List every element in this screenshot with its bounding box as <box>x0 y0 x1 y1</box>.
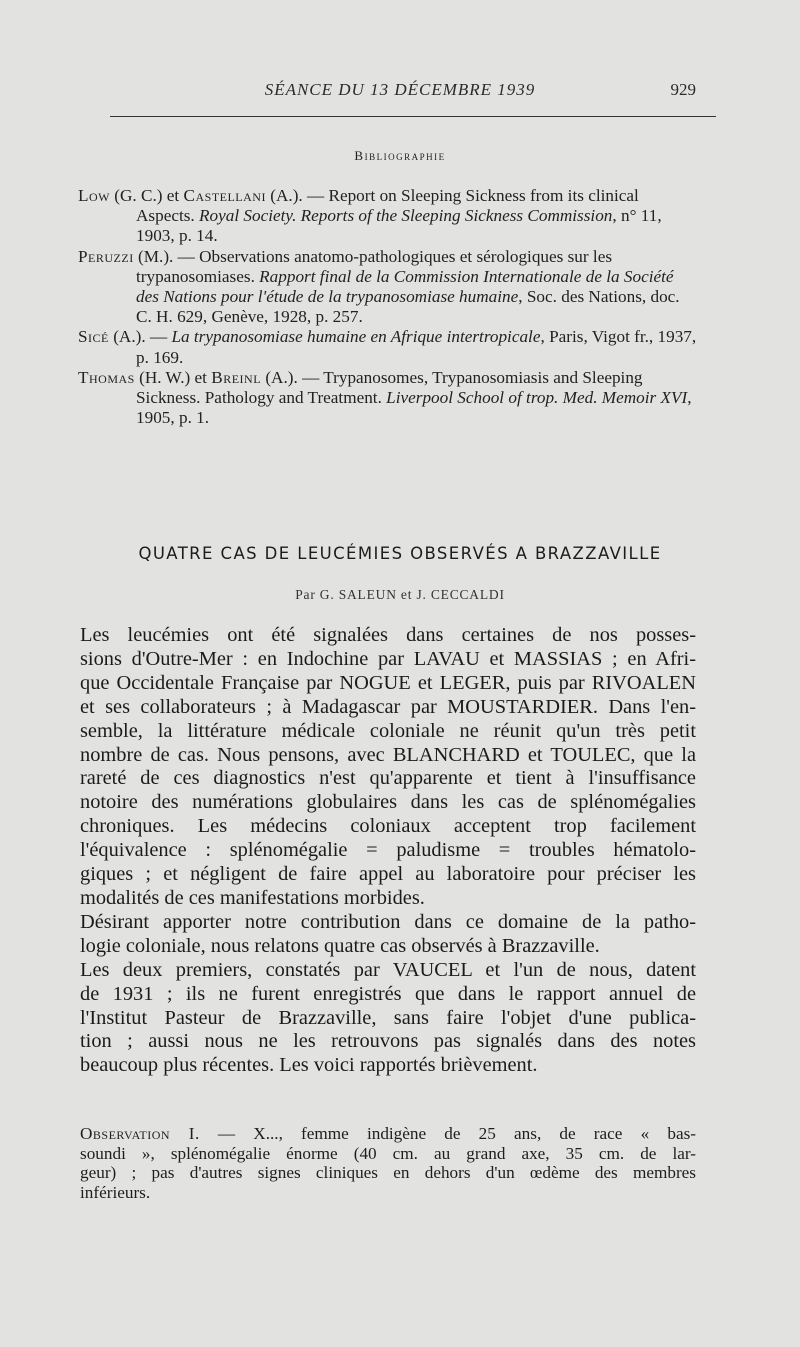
text-line: notoire des numérations globulaires dans les cas de splénomégalies <box>80 791 696 814</box>
running-head <box>0 80 800 110</box>
ref-text: (A.). — <box>108 327 172 347</box>
text-line: geur) ; pas d'autres signes cliniques en dehors d'un œdème des membres <box>80 1163 696 1183</box>
ref-tail: , n° 11, 1903, p. 14. <box>136 206 662 246</box>
ref-author: Castellani <box>183 186 266 205</box>
reference-list <box>78 186 698 428</box>
article-byline: Par G. SALEUN et J. CECCALDI <box>295 587 505 602</box>
text-line: logie coloniale, nous relatons quatre cas observés à Brazzaville. <box>80 934 600 957</box>
ref-source: La trypanosomiase humaine en Afrique intertropicale <box>171 327 541 347</box>
ref-source: Rapport final de la Commission Internationale de la Société des Nations pour l'étude de la trypanosomiase humaine <box>136 266 674 307</box>
article-body <box>80 624 696 1078</box>
text-line: que Occidentale Française par NOGUE et LEGER, puis par RIVOALEN <box>80 671 696 694</box>
ref-text: (A.). — Trypanosomes, Trypanosomiasis and Sleeping Sickness. Pathology and Treatment. <box>136 367 643 408</box>
running-head-title: SÉANCE DU 13 DÉCEMBRE 1939 <box>264 80 536 99</box>
reference-entry <box>78 247 698 328</box>
text-line <box>80 1124 696 1144</box>
text-line: beaucoup plus récentes. Les voici rapportés brièvement. <box>80 1054 538 1077</box>
text-line: chroniques. Les médecins coloniaux acceptent trop facilement <box>80 815 696 838</box>
paragraph <box>80 624 696 911</box>
page-number: 929 <box>670 80 696 99</box>
text-line: modalités de ces manifestations morbides. <box>80 886 425 909</box>
reference-entry <box>78 327 698 367</box>
text-line: nombre de cas. Nous pensons, avec BLANCHARD et TOULEC, que la <box>80 743 696 766</box>
text-line: Les leucémies ont été signalées dans certaines de nos posses- <box>80 624 696 646</box>
article-title: QUATRE CAS DE LEUCÉMIES OBSERVÉS A BRAZZAVILLE <box>138 544 662 563</box>
ref-author: Peruzzi <box>78 246 134 266</box>
text-line: l'équivalence : splénomégalie = paludisme = troubles hématolo- <box>80 839 696 862</box>
text-line: inférieurs. <box>80 1182 151 1202</box>
ref-text: (G. C.) et <box>110 186 184 205</box>
observation-block <box>80 1124 696 1202</box>
ref-source: Royal Society. Reports of the Sleeping Sickness Commission <box>199 206 613 226</box>
ref-author: Low <box>78 186 110 205</box>
text-line: Désirant apporter notre contribution dans ce domaine de la patho- <box>80 910 696 933</box>
text-line: tion ; aussi nous ne les retrouvons pas signalés dans des notes <box>80 1030 696 1053</box>
paragraph <box>80 959 696 1079</box>
ref-text: (H. W.) et <box>134 367 212 387</box>
header-rule <box>110 116 716 117</box>
ref-source: Liverpool School of trop. Med. Memoir XVI <box>386 388 688 408</box>
text-line: Les deux premiers, constatés par VAUCEL et l'un de nous, datent <box>80 958 696 981</box>
ref-author: Breinl <box>211 367 262 387</box>
reference-entry <box>78 368 698 429</box>
paragraph <box>80 911 696 959</box>
ref-text: (M.). — Observations anatomo-pathologiques et sérologiques sur les trypanosomiases. <box>133 246 613 286</box>
observation-text: — X..., femme indigène de 25 ans, de race « bas- <box>199 1124 696 1143</box>
observation-label: Observation I. <box>80 1124 200 1143</box>
ref-author: Thomas <box>78 367 135 387</box>
text-line: et ses collaborateurs ; à Madagascar par MOUSTARDIER. Dans l'en- <box>80 695 696 718</box>
text-line: sions d'Outre-Mer : en Indochine par LAVAU et MASSIAS ; en Afri- <box>80 647 696 670</box>
ref-text: (A.). — Report on Sleeping Sickness from its clinical Aspects. <box>136 186 639 226</box>
bibliography-heading: Bibliographie <box>354 148 446 163</box>
ref-tail: , 1905, p. 1. <box>136 388 692 428</box>
text-line: soundi », splénomégalie énorme (40 cm. au grand axe, 35 cm. de lar- <box>80 1143 696 1163</box>
ref-tail: , Soc. des Nations, doc. C. H. 629, Genève, 1928, p. 257. <box>136 287 680 327</box>
text-line: de 1931 ; ils ne furent enregistrés que dans le rapport annuel de <box>80 982 696 1005</box>
ref-author: Sicé <box>78 327 109 347</box>
text-line: giques ; et négligent de faire appel au laboratoire pour préciser les <box>80 863 696 886</box>
ref-tail: , Paris, Vigot fr., 1937, p. 169. <box>136 327 697 367</box>
text-line: rareté de ces diagnostics n'est qu'apparente et tient à l'insuffisance <box>80 767 696 790</box>
reference-entry <box>78 186 698 247</box>
text-line: l'Institut Pasteur de Brazzaville, sans faire l'objet d'une publica- <box>80 1006 696 1029</box>
text-line: semble, la littérature médicale coloniale ne réunit qu'un très petit <box>80 719 696 742</box>
